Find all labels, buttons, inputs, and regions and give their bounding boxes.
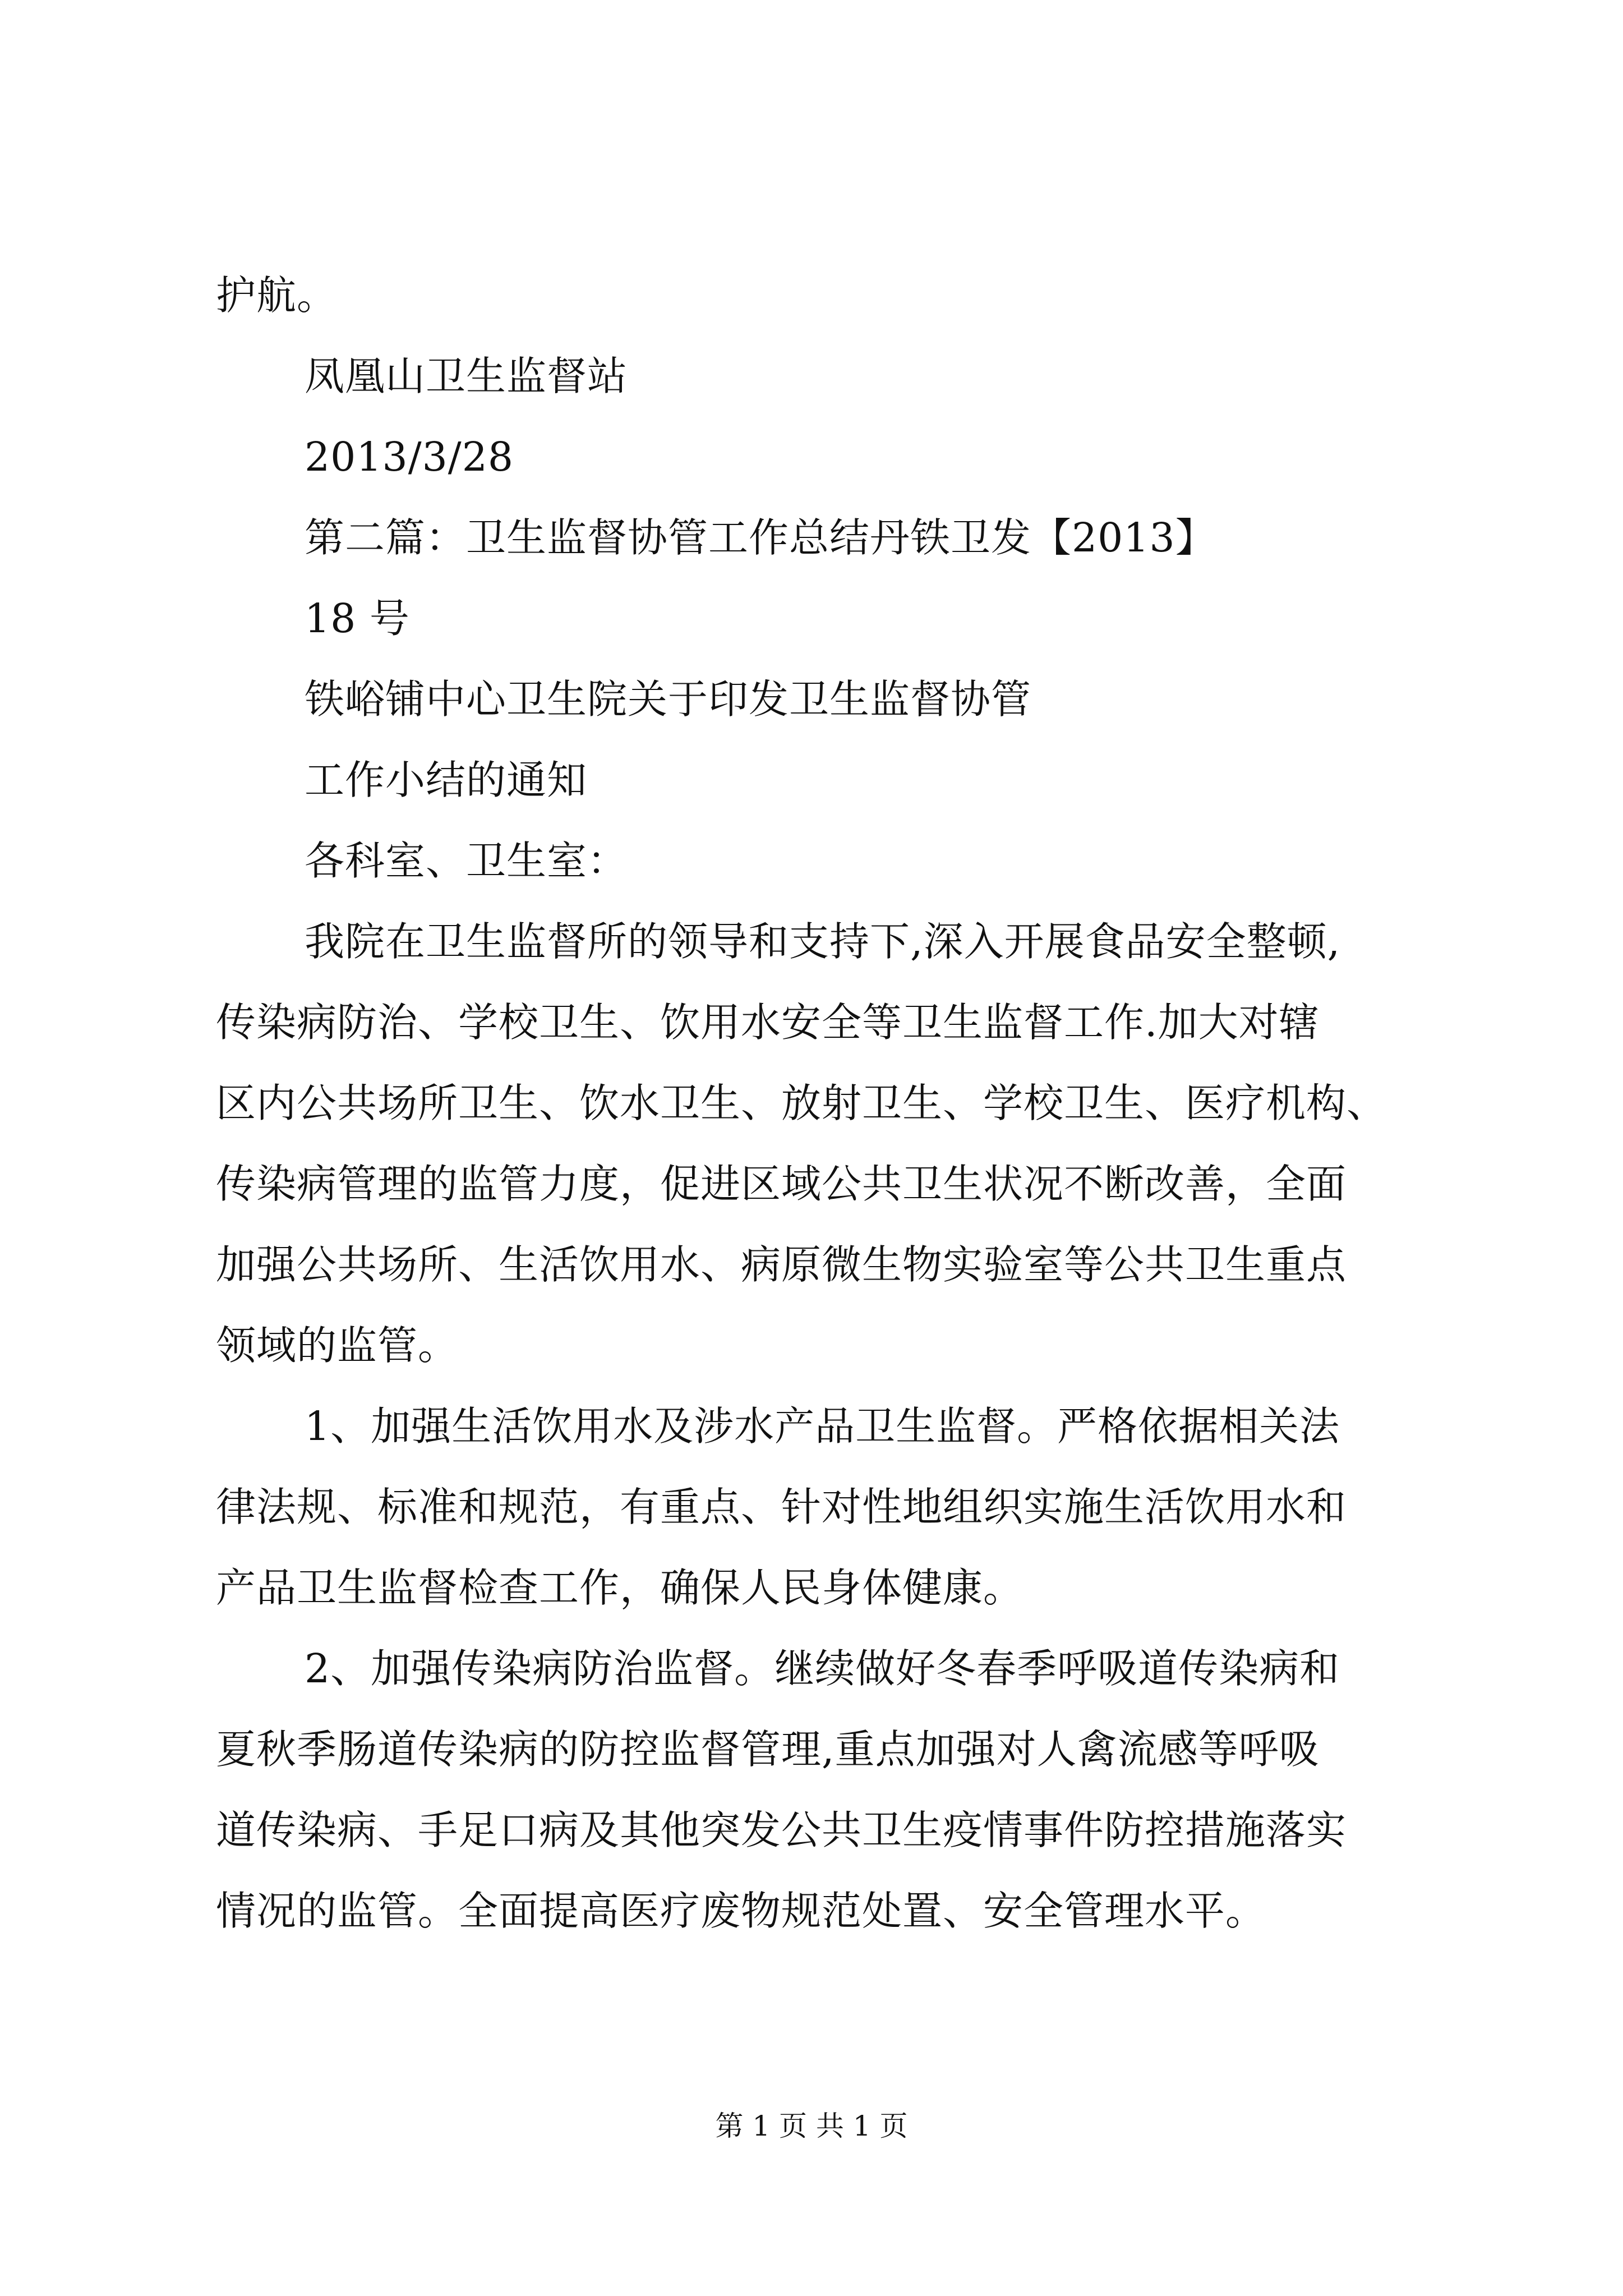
body-line: 我院在卫生监督所的领导和支持下,深入开展食品安全整顿, [305,918,1341,965]
document-body [216,255,1427,1952]
body-line: 区内公共场所卫生、饮水卫生、放射卫生、学校卫生、医疗机构、 [216,1080,1387,1126]
body-line: 凤凰山卫生监督站 [305,353,628,399]
body-line: 道传染病、手足口病及其他突发公共卫生疫情事件防控措施落实 [216,1807,1347,1853]
body-line: 护航。 [216,272,338,319]
body-line: 律法规、标准和规范，有重点、针对性地组织实施生活饮用水和 [216,1484,1347,1530]
body-line: 1、加强生活饮用水及涉水产品卫生监督。严格依据相关法 [305,1403,1340,1450]
body-line: 产品卫生监督检查工作，确保人民身体健康。 [216,1565,1024,1611]
body-line: 2、加强传染病防治监督。继续做好冬春季呼吸道传染病和 [305,1645,1340,1692]
body-line: 18 号 [305,595,410,642]
body-line: 情况的监管。全面提高医疗废物规范处置、安全管理水平。 [216,1888,1266,1934]
body-line: 各科室、卫生室： [305,838,628,884]
body-line: 传染病防治、学校卫生、饮用水安全等卫生监督工作.加大对辖 [216,999,1320,1046]
body-line: 夏秋季肠道传染病的防控监督管理,重点加强对人禽流感等呼吸 [216,1726,1320,1773]
body-line: 加强公共场所、生活饮用水、病原微生物实验室等公共卫生重点 [216,1241,1347,1288]
body-line: 工作小结的通知 [305,757,588,803]
body-line: 2013/3/28 [305,434,514,480]
body-line: 领域的监管。 [216,1322,459,1369]
body-line: 铁峪铺中心卫生院关于印发卫生监督协管 [305,676,1032,723]
body-line: 第二篇：卫生监督协管工作总结丹铁卫发【2013】 [305,514,1216,561]
body-line: 传染病管理的监管力度，促进区域公共卫生状况不断改善，全面 [216,1161,1347,1207]
page-footer: 第 1 页 共 1 页 [715,2110,908,2142]
